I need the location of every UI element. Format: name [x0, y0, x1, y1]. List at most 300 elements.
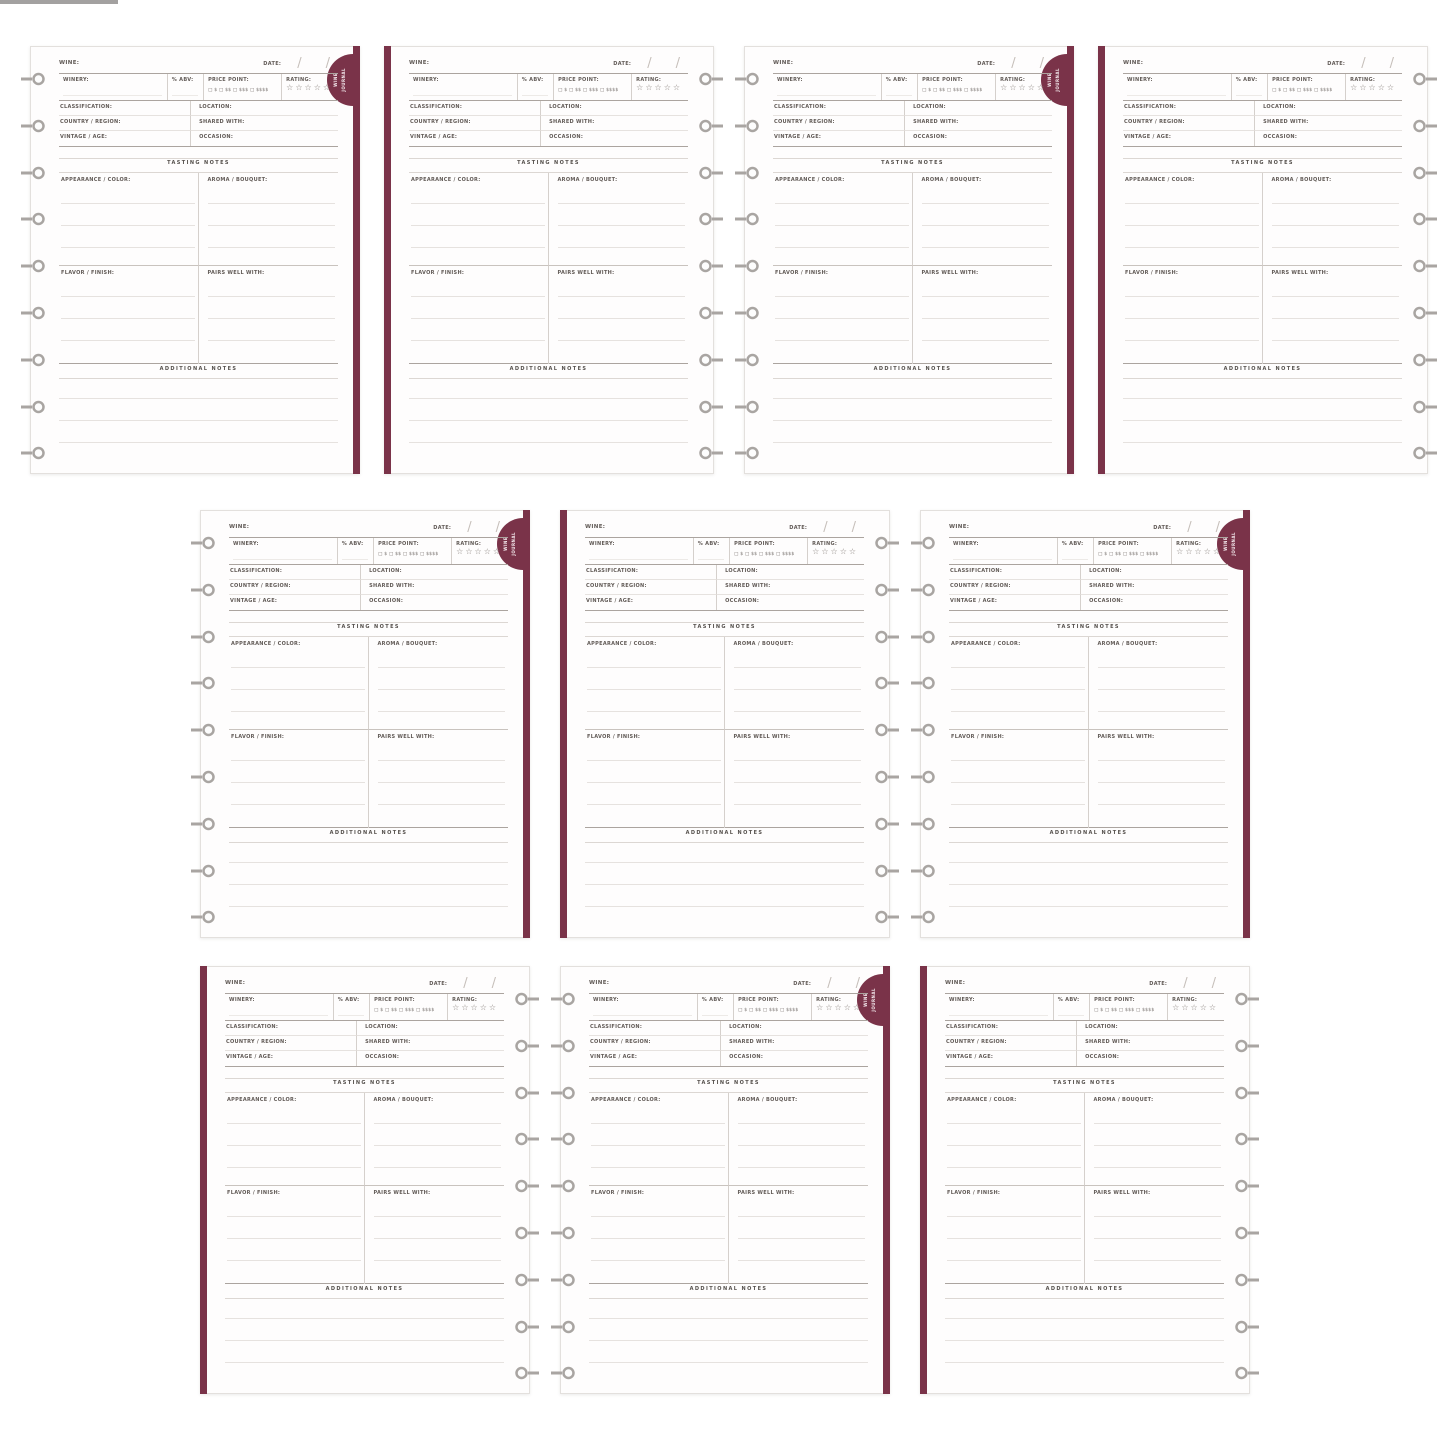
spine-strip	[1067, 46, 1074, 474]
rating-field: RATING: ☆☆☆☆☆	[1000, 77, 1047, 92]
wine-date-row	[949, 521, 1228, 535]
rating-stars-icon: ☆☆☆☆☆	[1000, 83, 1047, 92]
ruled-line	[231, 667, 365, 668]
ruled-line	[922, 318, 1050, 319]
ruled-line	[734, 667, 862, 668]
flavor-finish-field: FLAVOR / FINISH:	[945, 1186, 1085, 1284]
date-slash-icon: /	[1187, 520, 1192, 535]
wine-date-row	[773, 57, 1052, 71]
write-line	[1058, 1015, 1084, 1016]
binder-disc-icon	[21, 305, 47, 321]
wine-info-table	[225, 993, 504, 1021]
rule-line	[225, 1298, 504, 1299]
price-checkbox-options: □ $ □ $$ □ $$$ □ $$$$	[1094, 1008, 1155, 1013]
rule-line	[945, 1078, 1224, 1079]
ruled-line	[951, 760, 1085, 761]
binder-disc-icon	[1411, 305, 1437, 321]
write-line	[229, 1015, 328, 1016]
ruled-line	[378, 760, 506, 761]
location-field: LOCATION:	[540, 101, 688, 116]
flavor-finish-field: FLAVOR / FINISH:	[229, 730, 369, 828]
classification-field: CLASSIFICATION:	[945, 1021, 1076, 1036]
disc-binding-rings	[697, 47, 723, 473]
shared-with-field: SHARED WITH:	[190, 116, 338, 131]
ruled-line	[945, 1340, 1224, 1341]
country-region-field: COUNTRY / REGION:	[59, 116, 190, 131]
ruled-line	[409, 398, 688, 399]
location-field: LOCATION:	[1254, 101, 1402, 116]
binder-disc-icon	[551, 1225, 577, 1241]
ruled-line	[229, 862, 508, 863]
binder-disc-icon	[551, 1131, 577, 1147]
binder-disc-icon	[1411, 399, 1437, 415]
pairs-well-with-field: PAIRS WELL WITH:	[369, 730, 509, 828]
rule-line	[773, 158, 1052, 159]
ruled-line	[734, 760, 862, 761]
date-slash-icon: /	[1183, 976, 1188, 991]
ruled-line	[1098, 760, 1226, 761]
ruled-line	[231, 804, 365, 805]
binder-disc-icon	[1233, 991, 1259, 1007]
binder-disc-icon	[21, 258, 47, 274]
flavor-finish-field: FLAVOR / FINISH:	[585, 730, 725, 828]
write-line	[886, 95, 912, 96]
vintage-age-field: VINTAGE / AGE:	[230, 598, 278, 604]
aroma-bouquet-field: AROMA / BOUQUET:	[913, 173, 1053, 266]
vintage-age-field: VINTAGE / AGE:	[586, 598, 634, 604]
page-content	[229, 511, 508, 937]
disc-binding-rings	[873, 511, 899, 937]
date-label: DATE:	[1153, 524, 1172, 531]
write-line	[1062, 559, 1088, 560]
rating-field: RATING: ☆☆☆☆☆	[812, 541, 859, 556]
location-field: LOCATION:	[360, 565, 508, 580]
binder-disc-icon	[735, 399, 761, 415]
rating-stars-icon: ☆☆☆☆☆	[286, 83, 333, 92]
date-slash-icon: /	[297, 56, 302, 71]
ruled-line	[587, 760, 721, 761]
ruled-line	[208, 225, 336, 226]
date-slash-icon: /	[1211, 976, 1216, 991]
binder-disc-icon	[21, 445, 47, 461]
appearance-color-field: APPEARANCE / COLOR:	[585, 637, 725, 730]
detail-rows	[949, 565, 1228, 611]
ruled-line	[589, 1362, 868, 1363]
rule-line	[773, 378, 1052, 379]
binder-disc-icon	[513, 991, 539, 1007]
ruled-line	[1272, 225, 1400, 226]
ruled-line	[61, 340, 195, 341]
binder-disc-icon	[1411, 71, 1437, 87]
tasting-notes-title: TASTING NOTES	[693, 624, 756, 630]
wine-label: WINE:	[225, 980, 246, 987]
detail-rows	[585, 565, 864, 611]
shared-with-field: SHARED WITH:	[716, 580, 864, 595]
ruled-line	[947, 1216, 1081, 1217]
rating-field: RATING: ☆☆☆☆☆	[636, 77, 683, 92]
ruled-line	[738, 1216, 866, 1217]
ruled-line	[1094, 1238, 1222, 1239]
ruled-line	[378, 782, 506, 783]
wine-date-row	[585, 521, 864, 535]
vintage-age-field: VINTAGE / AGE:	[590, 1054, 638, 1060]
tasting-notes-grid	[945, 1093, 1224, 1284]
ruled-line	[734, 804, 862, 805]
price-checkbox-options: □ $ □ $$ □ $$$ □ $$$$	[558, 88, 619, 93]
page-content	[773, 47, 1052, 473]
ruled-line	[374, 1260, 502, 1261]
binder-disc-icon	[21, 71, 47, 87]
tasting-notes-title: TASTING NOTES	[1057, 624, 1120, 630]
date-slash-icon: /	[1215, 520, 1220, 535]
aroma-bouquet-field: AROMA / BOUQUET:	[199, 173, 339, 266]
ruled-line	[587, 689, 721, 690]
ruled-line	[411, 247, 545, 248]
flavor-finish-field: FLAVOR / FINISH:	[589, 1186, 729, 1284]
ruled-line	[558, 340, 686, 341]
ruled-line	[558, 225, 686, 226]
vintage-age-field: VINTAGE / AGE:	[946, 1054, 994, 1060]
binder-disc-icon	[873, 863, 899, 879]
wine-label: WINE:	[409, 60, 430, 67]
date-label: DATE:	[1327, 60, 1346, 67]
detail-rows	[1123, 101, 1402, 147]
winery-field: WINERY:	[229, 538, 338, 564]
rating-stars-icon: ☆☆☆☆☆	[636, 83, 683, 92]
tab-label: JOURNAL	[1055, 68, 1060, 92]
ruled-line	[589, 1318, 868, 1319]
date-slash-icon: /	[1361, 56, 1366, 71]
date-label: DATE:	[1149, 980, 1168, 987]
binder-disc-icon	[1411, 258, 1437, 274]
ruled-line	[734, 689, 862, 690]
additional-notes-title: ADDITIONAL NOTES	[685, 830, 764, 836]
ruled-line	[738, 1260, 866, 1261]
aroma-bouquet-field: AROMA / BOUQUET:	[725, 637, 865, 730]
ruled-line	[585, 906, 864, 907]
occasion-field: OCCASION:	[1080, 595, 1228, 610]
wine-info-table	[585, 537, 864, 565]
ruled-line	[945, 1362, 1224, 1363]
binder-disc-icon	[1411, 211, 1437, 227]
binder-disc-icon	[191, 909, 217, 925]
ruled-line	[61, 296, 195, 297]
ruled-line	[1094, 1145, 1222, 1146]
ruled-line	[378, 667, 506, 668]
ruled-line	[1125, 318, 1259, 319]
pairs-well-with-field: PAIRS WELL WITH:	[1085, 1186, 1225, 1284]
ruled-line	[738, 1167, 866, 1168]
wine-label: WINE:	[1123, 60, 1144, 67]
binder-disc-icon	[191, 582, 217, 598]
wine-label: WINE:	[949, 524, 970, 531]
vintage-age-field: VINTAGE / AGE:	[950, 598, 998, 604]
tasting-notes-grid	[773, 173, 1052, 364]
ruled-line	[1098, 711, 1226, 712]
abv-field: % ABV:	[698, 994, 734, 1020]
price-point-field: PRICE POINT: □ $ □ $$ □ $$$ □ $$$$	[734, 994, 812, 1020]
ruled-line	[229, 884, 508, 885]
binder-disc-icon	[873, 816, 899, 832]
ruled-line	[775, 340, 909, 341]
country-region-field: COUNTRY / REGION:	[229, 580, 360, 595]
ruled-line	[227, 1145, 361, 1146]
disc-binding-rings	[191, 511, 217, 937]
pairs-well-with-field: PAIRS WELL WITH:	[1263, 266, 1403, 364]
additional-notes-title: ADDITIONAL NOTES	[329, 830, 408, 836]
wine-date-row	[225, 977, 504, 991]
shared-with-field: SHARED WITH:	[720, 1036, 868, 1051]
binder-disc-icon	[21, 399, 47, 415]
winery-field: WINERY:	[945, 994, 1054, 1020]
binder-disc-icon	[735, 165, 761, 181]
rating-stars-icon: ☆☆☆☆☆	[1172, 1003, 1219, 1012]
tab-label: JOURNAL	[871, 988, 876, 1012]
binder-disc-icon	[21, 211, 47, 227]
date-slash-icon: /	[1039, 56, 1044, 71]
vintage-age-field: VINTAGE / AGE:	[774, 134, 822, 140]
write-line	[63, 95, 162, 96]
disc-binding-rings	[551, 967, 577, 1393]
tasting-notes-title: TASTING NOTES	[1053, 1080, 1116, 1086]
binder-disc-icon	[873, 582, 899, 598]
vintage-age-field: VINTAGE / AGE:	[410, 134, 458, 140]
ruled-line	[409, 442, 688, 443]
appearance-color-field: APPEARANCE / COLOR:	[589, 1093, 729, 1186]
ruled-line	[1098, 782, 1226, 783]
wine-label: WINE:	[585, 524, 606, 531]
binder-disc-icon	[697, 305, 723, 321]
ruled-line	[951, 711, 1085, 712]
ruled-line	[374, 1238, 502, 1239]
appearance-color-field: APPEARANCE / COLOR:	[773, 173, 913, 266]
ruled-line	[1098, 667, 1226, 668]
abv-field: % ABV:	[882, 74, 918, 100]
ruled-line	[231, 711, 365, 712]
journal-page	[744, 46, 1074, 474]
ruled-line	[227, 1238, 361, 1239]
abv-field: % ABV:	[168, 74, 204, 100]
binder-disc-icon	[911, 722, 937, 738]
ruled-line	[1123, 442, 1402, 443]
ruled-line	[585, 862, 864, 863]
binder-disc-icon	[21, 118, 47, 134]
location-field: LOCATION:	[356, 1021, 504, 1036]
flavor-finish-field: FLAVOR / FINISH:	[225, 1186, 365, 1284]
binder-disc-icon	[513, 1178, 539, 1194]
occasion-field: OCCASION:	[1076, 1051, 1224, 1066]
ruled-line	[409, 420, 688, 421]
ruled-line	[558, 203, 686, 204]
binder-disc-icon	[1411, 118, 1437, 134]
tasting-notes-grid	[585, 637, 864, 828]
additional-notes-title: ADDITIONAL NOTES	[1045, 1286, 1124, 1292]
ruled-line	[378, 804, 506, 805]
shared-with-field: SHARED WITH:	[540, 116, 688, 131]
price-point-field: PRICE POINT: □ $ □ $$ □ $$$ □ $$$$	[1268, 74, 1346, 100]
ruled-line	[61, 318, 195, 319]
rule-line	[1123, 378, 1402, 379]
ruled-line	[775, 225, 909, 226]
journal-page	[920, 966, 1250, 1394]
ruled-line	[225, 1318, 504, 1319]
aroma-bouquet-field: AROMA / BOUQUET:	[729, 1093, 869, 1186]
price-point-field: PRICE POINT: □ $ □ $$ □ $$$ □ $$$$	[918, 74, 996, 100]
ruled-line	[1098, 804, 1226, 805]
binder-disc-icon	[191, 863, 217, 879]
ruled-line	[374, 1167, 502, 1168]
abv-field: % ABV:	[338, 538, 374, 564]
journal-page	[200, 966, 530, 1394]
aroma-bouquet-field: AROMA / BOUQUET:	[1263, 173, 1403, 266]
ruled-line	[231, 760, 365, 761]
write-line	[1236, 95, 1262, 96]
date-slash-icon: /	[463, 976, 468, 991]
wine-info-table	[949, 537, 1228, 565]
winery-field: WINERY:	[949, 538, 1058, 564]
shared-with-field: SHARED WITH:	[904, 116, 1052, 131]
ruled-line	[227, 1216, 361, 1217]
ruled-line	[734, 711, 862, 712]
tab-label: WINE	[1047, 73, 1053, 87]
location-field: LOCATION:	[904, 101, 1052, 116]
disc-binding-rings	[1411, 47, 1437, 473]
flavor-finish-field: FLAVOR / FINISH:	[59, 266, 199, 364]
binder-disc-icon	[697, 352, 723, 368]
rating-field: RATING: ☆☆☆☆☆	[286, 77, 333, 92]
top-left-crop-artifact	[0, 0, 118, 4]
ruled-line	[374, 1145, 502, 1146]
rule-line	[225, 1078, 504, 1079]
binder-disc-icon	[735, 118, 761, 134]
write-line	[698, 559, 724, 560]
price-checkbox-options: □ $ □ $$ □ $$$ □ $$$$	[922, 88, 983, 93]
classification-field: CLASSIFICATION:	[225, 1021, 356, 1036]
ruled-line	[1272, 203, 1400, 204]
rule-line	[59, 158, 338, 159]
tasting-notes-grid	[949, 637, 1228, 828]
rule-line	[585, 842, 864, 843]
winery-field: WINERY:	[585, 538, 694, 564]
write-line	[233, 559, 332, 560]
ruled-line	[1094, 1260, 1222, 1261]
binder-disc-icon	[911, 769, 937, 785]
rating-stars-icon: ☆☆☆☆☆	[816, 1003, 863, 1012]
wine-date-row	[589, 977, 868, 991]
winery-field: WINERY:	[409, 74, 518, 100]
binder-disc-icon	[551, 1319, 577, 1335]
tab-label: JOURNAL	[341, 68, 346, 92]
binder-disc-icon	[551, 991, 577, 1007]
rule-line	[589, 1298, 868, 1299]
tasting-notes-title: TASTING NOTES	[881, 160, 944, 166]
ruled-line	[947, 1238, 1081, 1239]
tab-label: JOURNAL	[1231, 532, 1236, 556]
binder-disc-icon	[513, 1272, 539, 1288]
additional-notes-title: ADDITIONAL NOTES	[325, 1286, 404, 1292]
classification-field: CLASSIFICATION:	[585, 565, 716, 580]
detail-rows	[59, 101, 338, 147]
binder-disc-icon	[191, 816, 217, 832]
date-label: DATE:	[263, 60, 282, 67]
date-slash-icon: /	[1011, 56, 1016, 71]
pairs-well-with-field: PAIRS WELL WITH:	[913, 266, 1053, 364]
ruled-line	[587, 667, 721, 668]
ruled-line	[947, 1123, 1081, 1124]
ruled-line	[1125, 296, 1259, 297]
tasting-notes-grid	[59, 173, 338, 364]
date-slash-icon: /	[851, 520, 856, 535]
ruled-line	[585, 884, 864, 885]
binder-disc-icon	[513, 1319, 539, 1335]
classification-field: CLASSIFICATION:	[589, 1021, 720, 1036]
binder-disc-icon	[1411, 165, 1437, 181]
write-line	[777, 95, 876, 96]
wine-info-table	[945, 993, 1224, 1021]
date-slash-icon: /	[495, 520, 500, 535]
ruled-line	[947, 1260, 1081, 1261]
spine-strip	[560, 510, 567, 938]
date-slash-icon: /	[647, 56, 652, 71]
ruled-line	[558, 318, 686, 319]
price-checkbox-options: □ $ □ $$ □ $$$ □ $$$$	[1272, 88, 1333, 93]
rating-stars-icon: ☆☆☆☆☆	[452, 1003, 499, 1012]
binder-disc-icon	[1233, 1272, 1259, 1288]
rule-line	[229, 842, 508, 843]
ruled-line	[591, 1260, 725, 1261]
tasting-notes-grid	[225, 1093, 504, 1284]
date-slash-icon: /	[491, 976, 496, 991]
ruled-line	[587, 711, 721, 712]
date-label: DATE:	[789, 524, 808, 531]
binder-disc-icon	[191, 769, 217, 785]
spine-strip	[883, 966, 890, 1394]
disc-binding-rings	[911, 511, 937, 937]
spine-strip	[1243, 510, 1250, 938]
spine-strip	[384, 46, 391, 474]
shared-with-field: SHARED WITH:	[1254, 116, 1402, 131]
winery-field: WINERY:	[1123, 74, 1232, 100]
country-region-field: COUNTRY / REGION:	[585, 580, 716, 595]
pairs-well-with-field: PAIRS WELL WITH:	[199, 266, 339, 364]
binder-disc-icon	[513, 1225, 539, 1241]
ruled-line	[734, 782, 862, 783]
binder-disc-icon	[911, 582, 937, 598]
ruled-line	[59, 420, 338, 421]
disc-binding-rings	[21, 47, 47, 473]
flavor-finish-field: FLAVOR / FINISH:	[409, 266, 549, 364]
binder-disc-icon	[551, 1178, 577, 1194]
detail-rows	[773, 101, 1052, 147]
write-line	[338, 1015, 364, 1016]
ruled-line	[208, 340, 336, 341]
page-content	[585, 511, 864, 937]
spine-strip	[200, 966, 207, 1394]
rating-field: RATING: ☆☆☆☆☆	[1350, 77, 1397, 92]
binder-disc-icon	[513, 1131, 539, 1147]
ruled-line	[951, 689, 1085, 690]
ruled-line	[775, 296, 909, 297]
tab-label: WINE	[503, 537, 509, 551]
ruled-line	[587, 804, 721, 805]
price-point-field: PRICE POINT: □ $ □ $$ □ $$$ □ $$$$	[554, 74, 632, 100]
page-content	[59, 47, 338, 473]
location-field: LOCATION:	[716, 565, 864, 580]
classification-field: CLASSIFICATION:	[229, 565, 360, 580]
additional-notes-title: ADDITIONAL NOTES	[689, 1286, 768, 1292]
wine-info-table	[409, 73, 688, 101]
date-slash-icon: /	[855, 976, 860, 991]
